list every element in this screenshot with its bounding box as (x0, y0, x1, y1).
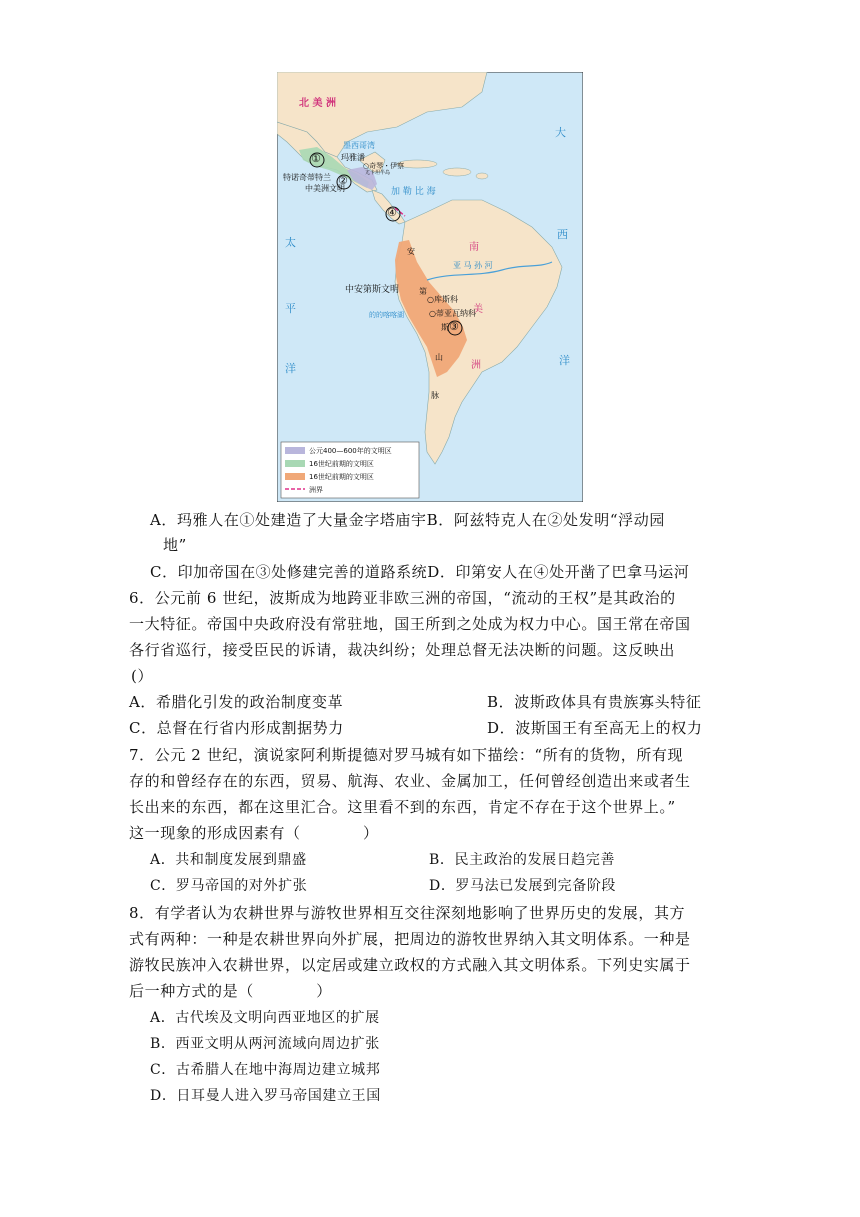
q6-stem-1: 6．公元前 6 世纪，波斯成为地跨亚非欧三洲的帝国，“流动的王权”是其政治的 (129, 589, 676, 607)
label-cusco: ○库斯科 (427, 295, 458, 304)
legend-item-1: 公元400—600年的文明区 (309, 447, 392, 455)
q7-stem-4: 这一现象的形成因素有（ ） (129, 824, 379, 842)
label-atlantic-3: 洋 (559, 354, 570, 367)
q6-stem-3: 各行省巡行，接受臣民的诉请，裁决纠纷；处理总督无法决断的问题。这反映出 (129, 641, 676, 659)
q6-option-b: B．波斯政体具有贵族寡头特征 (487, 693, 702, 711)
q8-option-d: D．日耳曼人进入罗马帝国建立王国 (150, 1088, 381, 1104)
marker-3: ③ (449, 320, 459, 333)
q6-paren: (） (131, 667, 154, 685)
q8-stem-3: 游牧民族冲入农耕世界，以定居或建立政权的方式融入其文明体系。下列史实属于 (129, 956, 691, 974)
q6-option-c: C．总督在行省内形成割据势力 (129, 719, 344, 737)
q8-stem-4: 后一种方式的是（ ） (129, 982, 332, 1000)
q8-option-c: C．古希腊人在地中海周边建立城邦 (150, 1062, 381, 1078)
label-gulf-mexico: 墨西哥湾 (343, 141, 375, 150)
label-atlantic-2: 西 (557, 228, 568, 241)
q5-line-2: 地” (163, 536, 187, 554)
q5-line-3: C．印加帝国在③处修建完善的道路系统D．印第安人在④处开凿了巴拿马运河 (150, 563, 690, 581)
label-pacific-2: 平 (285, 302, 296, 315)
marker-2: ② (338, 174, 348, 187)
label-south-am-1: 南 (469, 242, 479, 253)
q7-stem-3: 长出来的东西，都在这里汇合。这里看不到的东西，肯定不存在于这个世界上。” (129, 798, 676, 816)
label-yucatan: 尤卡坦半岛 (365, 170, 391, 176)
legend-item-4: 洲界 (309, 486, 323, 494)
label-chichen: ○奇琴・伊察 (363, 162, 405, 170)
label-andes-1: 安 (407, 247, 415, 256)
q7-option-c: C．罗马帝国的对外扩张 (150, 878, 308, 894)
marker-4: ④ (387, 206, 397, 219)
q8-stem-1: 8．有学者认为农耕世界与游牧世界相互交往深刻地影响了世界历史的发展，其方 (129, 904, 686, 922)
label-pacific-3: 洋 (285, 362, 296, 375)
q8-option-b: B．西亚文明从两河流域向周边扩张 (150, 1036, 380, 1052)
q6-stem-2: 一大特征。帝国中央政府没有常驻地，国王所到之处成为权力中心。国王常在帝国 (129, 615, 691, 633)
q6-option-d: D．波斯国王有至高无上的权力 (487, 719, 703, 737)
label-pacific-1: 太 (285, 236, 296, 249)
label-south-am-3: 洲 (471, 360, 481, 371)
label-andes-3: 斯 (441, 323, 449, 332)
label-south-am-2: 美 (473, 304, 483, 315)
label-atlantic-1: 大 (555, 126, 566, 139)
label-central-andes: 中安第斯文明 (345, 285, 400, 295)
map-labels (277, 72, 583, 502)
label-tiahuanaco: ○蒂亚瓦纳科 (429, 309, 476, 318)
label-andes-2: 第 (419, 287, 427, 296)
label-titicaca: 的的喀喀湖 (369, 311, 404, 319)
label-mesoamerica: 中美洲文明 (305, 184, 345, 193)
q7-option-d: D．罗马法已发展到完备阶段 (429, 878, 617, 894)
label-andes-4: 山 (435, 353, 443, 362)
q7-stem-2: 存的和曾经存在的东西，贸易、航海、农业、金属加工，任何曾经创造出来或者生 (129, 772, 691, 790)
legend-item-2: 16世纪前期的文明区 (309, 460, 374, 468)
label-andes-5: 脉 (431, 391, 439, 400)
label-teotihuacan: 特诺奇蒂特兰 (283, 173, 331, 182)
q6-option-a: A．希腊化引发的政治制度变革 (129, 693, 344, 711)
q8-option-a: A．古代埃及文明向西亚地区的扩展 (150, 1010, 380, 1026)
marker-1: ① (311, 152, 321, 165)
label-north-america: 北 美 洲 (299, 98, 336, 109)
q8-stem-2: 式有两种：一种是农耕世界向外扩展，把周边的游牧世界纳入其文明体系。一种是 (129, 930, 691, 948)
label-maya: 玛雅潘 (341, 153, 365, 162)
label-amazon: 亚 马 孙 河 (453, 261, 493, 270)
label-caribbean: 加 勒 比 海 (391, 187, 436, 197)
legend-item-3: 16世纪前期的文明区 (309, 473, 374, 481)
q5-line-1: A．玛雅人在①处建造了大量金字塔庙宇B．阿兹特克人在②处发明“浮动园 (150, 511, 665, 529)
q7-option-b: B．民主政治的发展日趋完善 (429, 852, 616, 868)
q7-option-a: A．共和制度发展到鼎盛 (150, 852, 307, 868)
q7-stem-1: 7．公元 2 世纪，演说家阿利斯提德对罗马城有如下描绘：“所有的货物，所有现 (129, 746, 684, 764)
